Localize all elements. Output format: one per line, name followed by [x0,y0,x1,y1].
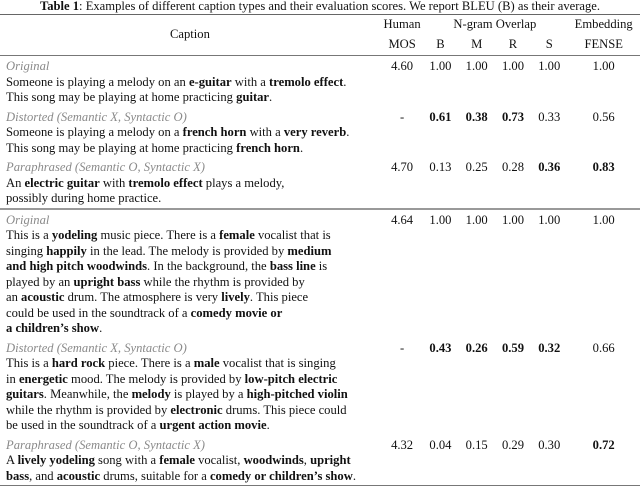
caption-text: . [99,321,103,335]
r-score: 0.28 [501,160,524,174]
caption-text: . Meanwhile, the [43,387,132,401]
caption-type-label: Distorted (Semantic X, Syntactic O) [6,109,187,124]
table-row [0,56,640,107]
m-score: 0.26 [465,340,488,355]
caption-keyword: medium [287,243,332,258]
caption-line [6,125,374,141]
mos-score: - [399,109,405,124]
header-human: Human [383,17,421,32]
caption-keyword: french horn [236,140,300,155]
fense-score: 1.00 [592,212,615,227]
results-table [0,14,640,486]
caption-text: be used in the soundtrack of a [6,418,160,432]
caption-cell [0,209,374,338]
caption-keyword: high-pitched violin [246,387,348,401]
caption-keyword: bass [6,468,30,483]
header-ngram: N-gram Overlap [453,17,537,32]
caption-line [6,191,374,207]
caption-type-label: Original [6,212,50,227]
caption-line [6,259,374,275]
caption-text: is [315,259,328,273]
caption-text: . In the background, the [147,259,270,273]
header-s: S [545,37,553,52]
caption-line [6,321,374,337]
caption-text: while the rhythm is provided by [140,274,305,289]
mos-score: 4.64 [391,212,414,227]
caption-line [6,275,374,291]
caption-line [6,418,374,434]
caption-cell [0,107,374,158]
caption-cell [0,56,374,107]
header-row-1 [0,15,640,36]
caption-keyword: tremolo effect [269,74,344,89]
caption-keyword: yodeling [51,228,98,242]
caption-text: Someone is playing a melody on a [6,125,183,139]
s-score: 1.00 [538,212,561,227]
caption-text: with [99,175,129,190]
caption-keyword: male [193,356,220,370]
fense-score: 0.66 [592,340,615,355]
b-score: 0.61 [429,109,452,124]
m-score: 1.00 [465,212,488,227]
caption-text: . [343,74,347,89]
caption-text: drums. This piece could [222,402,347,417]
s-score: 0.30 [538,437,561,452]
header-r: R [508,37,518,52]
caption-keyword: electric guitar [24,175,100,190]
caption-type-label: Paraphrased (Semantic O, Syntactic X) [6,437,206,452]
caption-keyword: female [159,453,195,467]
caption-keyword: and high pitch woodwinds [6,259,148,273]
caption-text: with a [231,74,270,89]
caption-text: . [299,140,304,155]
caption-keyword: comedy or children’s show [209,468,353,483]
caption-keyword: a children’s show [6,321,100,335]
caption-keyword: acoustic [21,290,65,304]
caption-cell [0,157,374,209]
caption-keyword: melody [131,387,171,401]
caption-text: could be used in the soundtrack of a [6,305,191,320]
caption-cell [0,338,374,435]
b-score: 0.04 [429,437,452,452]
r-score: 0.29 [501,437,524,452]
table-row [0,107,640,158]
caption-keyword: hard rock [51,356,106,370]
r-score: 0.59 [501,340,524,355]
caption-text: , and [29,468,57,483]
caption-text: an [6,290,22,304]
header-b: B [436,37,445,52]
caption-keyword: very reverb [283,125,347,139]
caption-text: drums, suitable for a [100,468,210,483]
caption-text: . [266,418,270,432]
caption-keyword: french horn [182,125,247,139]
mos-score: 4.32 [391,437,414,452]
s-score: 0.32 [538,340,561,355]
caption-text: This song may be playing at home practicing [6,140,237,155]
caption-keyword: female [219,228,255,242]
caption-type-label: Paraphrased (Semantic O, Syntactic X) [6,160,206,174]
caption-keyword: comedy movie or [190,305,283,320]
s-score: 0.36 [538,160,561,174]
header-fense: FENSE [584,37,623,52]
table-row [0,435,640,486]
caption-text: . [346,125,350,139]
caption-text: A [6,453,18,467]
caption-keyword: e-guitar [188,74,232,89]
caption-keyword: upright [310,453,351,467]
caption-text: in the lead. The melody is provided by [86,243,288,258]
caption-line [6,75,374,91]
fense-score: 0.56 [592,109,615,124]
caption-keyword: tremolo effect [128,175,203,190]
header-embedding: Embedding [574,17,633,32]
caption-line [6,244,374,260]
caption-text: , [303,453,311,467]
caption-line [6,228,374,244]
caption-type-label: Distorted (Semantic X, Syntactic O) [6,340,187,355]
header-m: M [471,37,483,52]
caption-keyword: guitar [236,90,270,104]
caption-line [6,372,374,388]
caption-text: This is a [6,228,52,242]
caption-text: vocalist that is [254,228,331,242]
caption-line [6,469,374,485]
caption-text: This is a [6,356,52,370]
r-score: 1.00 [501,212,524,227]
caption-line [6,306,374,322]
caption-text: possibly during home practice. [6,191,162,205]
fense-score: 0.83 [592,160,615,174]
caption-text: music piece. There is a [97,228,220,242]
caption-text: in [6,371,19,386]
caption-keyword: urgent action movie [159,418,267,432]
caption-text: piece. There is a [105,356,194,370]
caption-text: vocalist, [194,453,244,467]
caption-text: with a [246,125,284,139]
caption-text: An [6,175,25,190]
caption-text: singing [6,243,47,258]
table-body [0,56,640,486]
fense-score: 0.72 [592,437,615,452]
table-caption-text: : Examples of different caption types and their evaluation scores. We report BLEU (B) as their average. [79,0,601,13]
table-row [0,209,640,338]
caption-line [6,387,374,403]
r-score: 0.73 [501,109,524,124]
caption-keyword: guitars [6,387,44,401]
caption-text: . [269,90,273,104]
caption-keyword: lively yodeling [17,453,95,467]
mos-score: 4.60 [391,59,414,73]
s-score: 0.33 [538,109,561,124]
caption-keyword: acoustic [56,468,101,483]
m-score: 0.15 [465,437,488,452]
m-score: 1.00 [465,59,488,73]
header-mos: MOS [388,37,416,52]
table-caption [0,0,640,13]
caption-text: . [352,468,356,483]
m-score: 0.38 [465,109,488,124]
caption-line [6,403,374,419]
table-label: Table 1 [39,0,80,13]
caption-keyword: energetic [18,371,68,386]
s-score: 1.00 [538,59,561,73]
b-score: 1.00 [429,59,452,73]
b-score: 0.13 [429,160,452,174]
caption-text: This song may be playing at home practicing [6,90,237,104]
caption-keyword: lively [221,290,250,304]
caption-text: vocalist that is singing [219,356,336,370]
table-row [0,338,640,435]
mos-score: - [399,340,405,355]
caption-line [6,141,374,157]
caption-line [6,176,374,192]
table-row [0,157,640,209]
m-score: 0.25 [465,160,488,174]
caption-keyword: woodwinds [243,453,304,467]
caption-text: Someone is playing a melody on an [6,74,189,89]
caption-text: is played by a [170,387,247,401]
caption-line [6,90,374,106]
caption-text: plays a melody, [202,175,285,190]
caption-line [6,453,374,469]
caption-text: . This piece [249,290,309,304]
caption-text: played by an [6,274,74,289]
caption-keyword: upright bass [73,274,141,289]
b-score: 0.43 [429,340,452,355]
caption-line [6,290,374,306]
mos-score: 4.70 [391,160,414,174]
caption-text: song with a [94,453,160,467]
caption-text: drum. The atmosphere is very [64,290,222,304]
caption-text: while the rhythm is provided by [6,402,171,417]
caption-keyword: bass line [269,259,316,273]
caption-type-label: Original [6,59,50,73]
caption-line [6,356,374,372]
caption-keyword: electronic [170,402,223,417]
caption-keyword: low-pitch electric [244,371,338,386]
fense-score: 1.00 [592,59,615,73]
caption-text: mood. The melody is provided by [67,371,245,386]
caption-keyword: happily [46,243,87,258]
caption-cell [0,435,374,486]
header-caption: Caption [170,27,210,42]
r-score: 1.00 [501,59,524,73]
b-score: 1.00 [429,212,452,227]
